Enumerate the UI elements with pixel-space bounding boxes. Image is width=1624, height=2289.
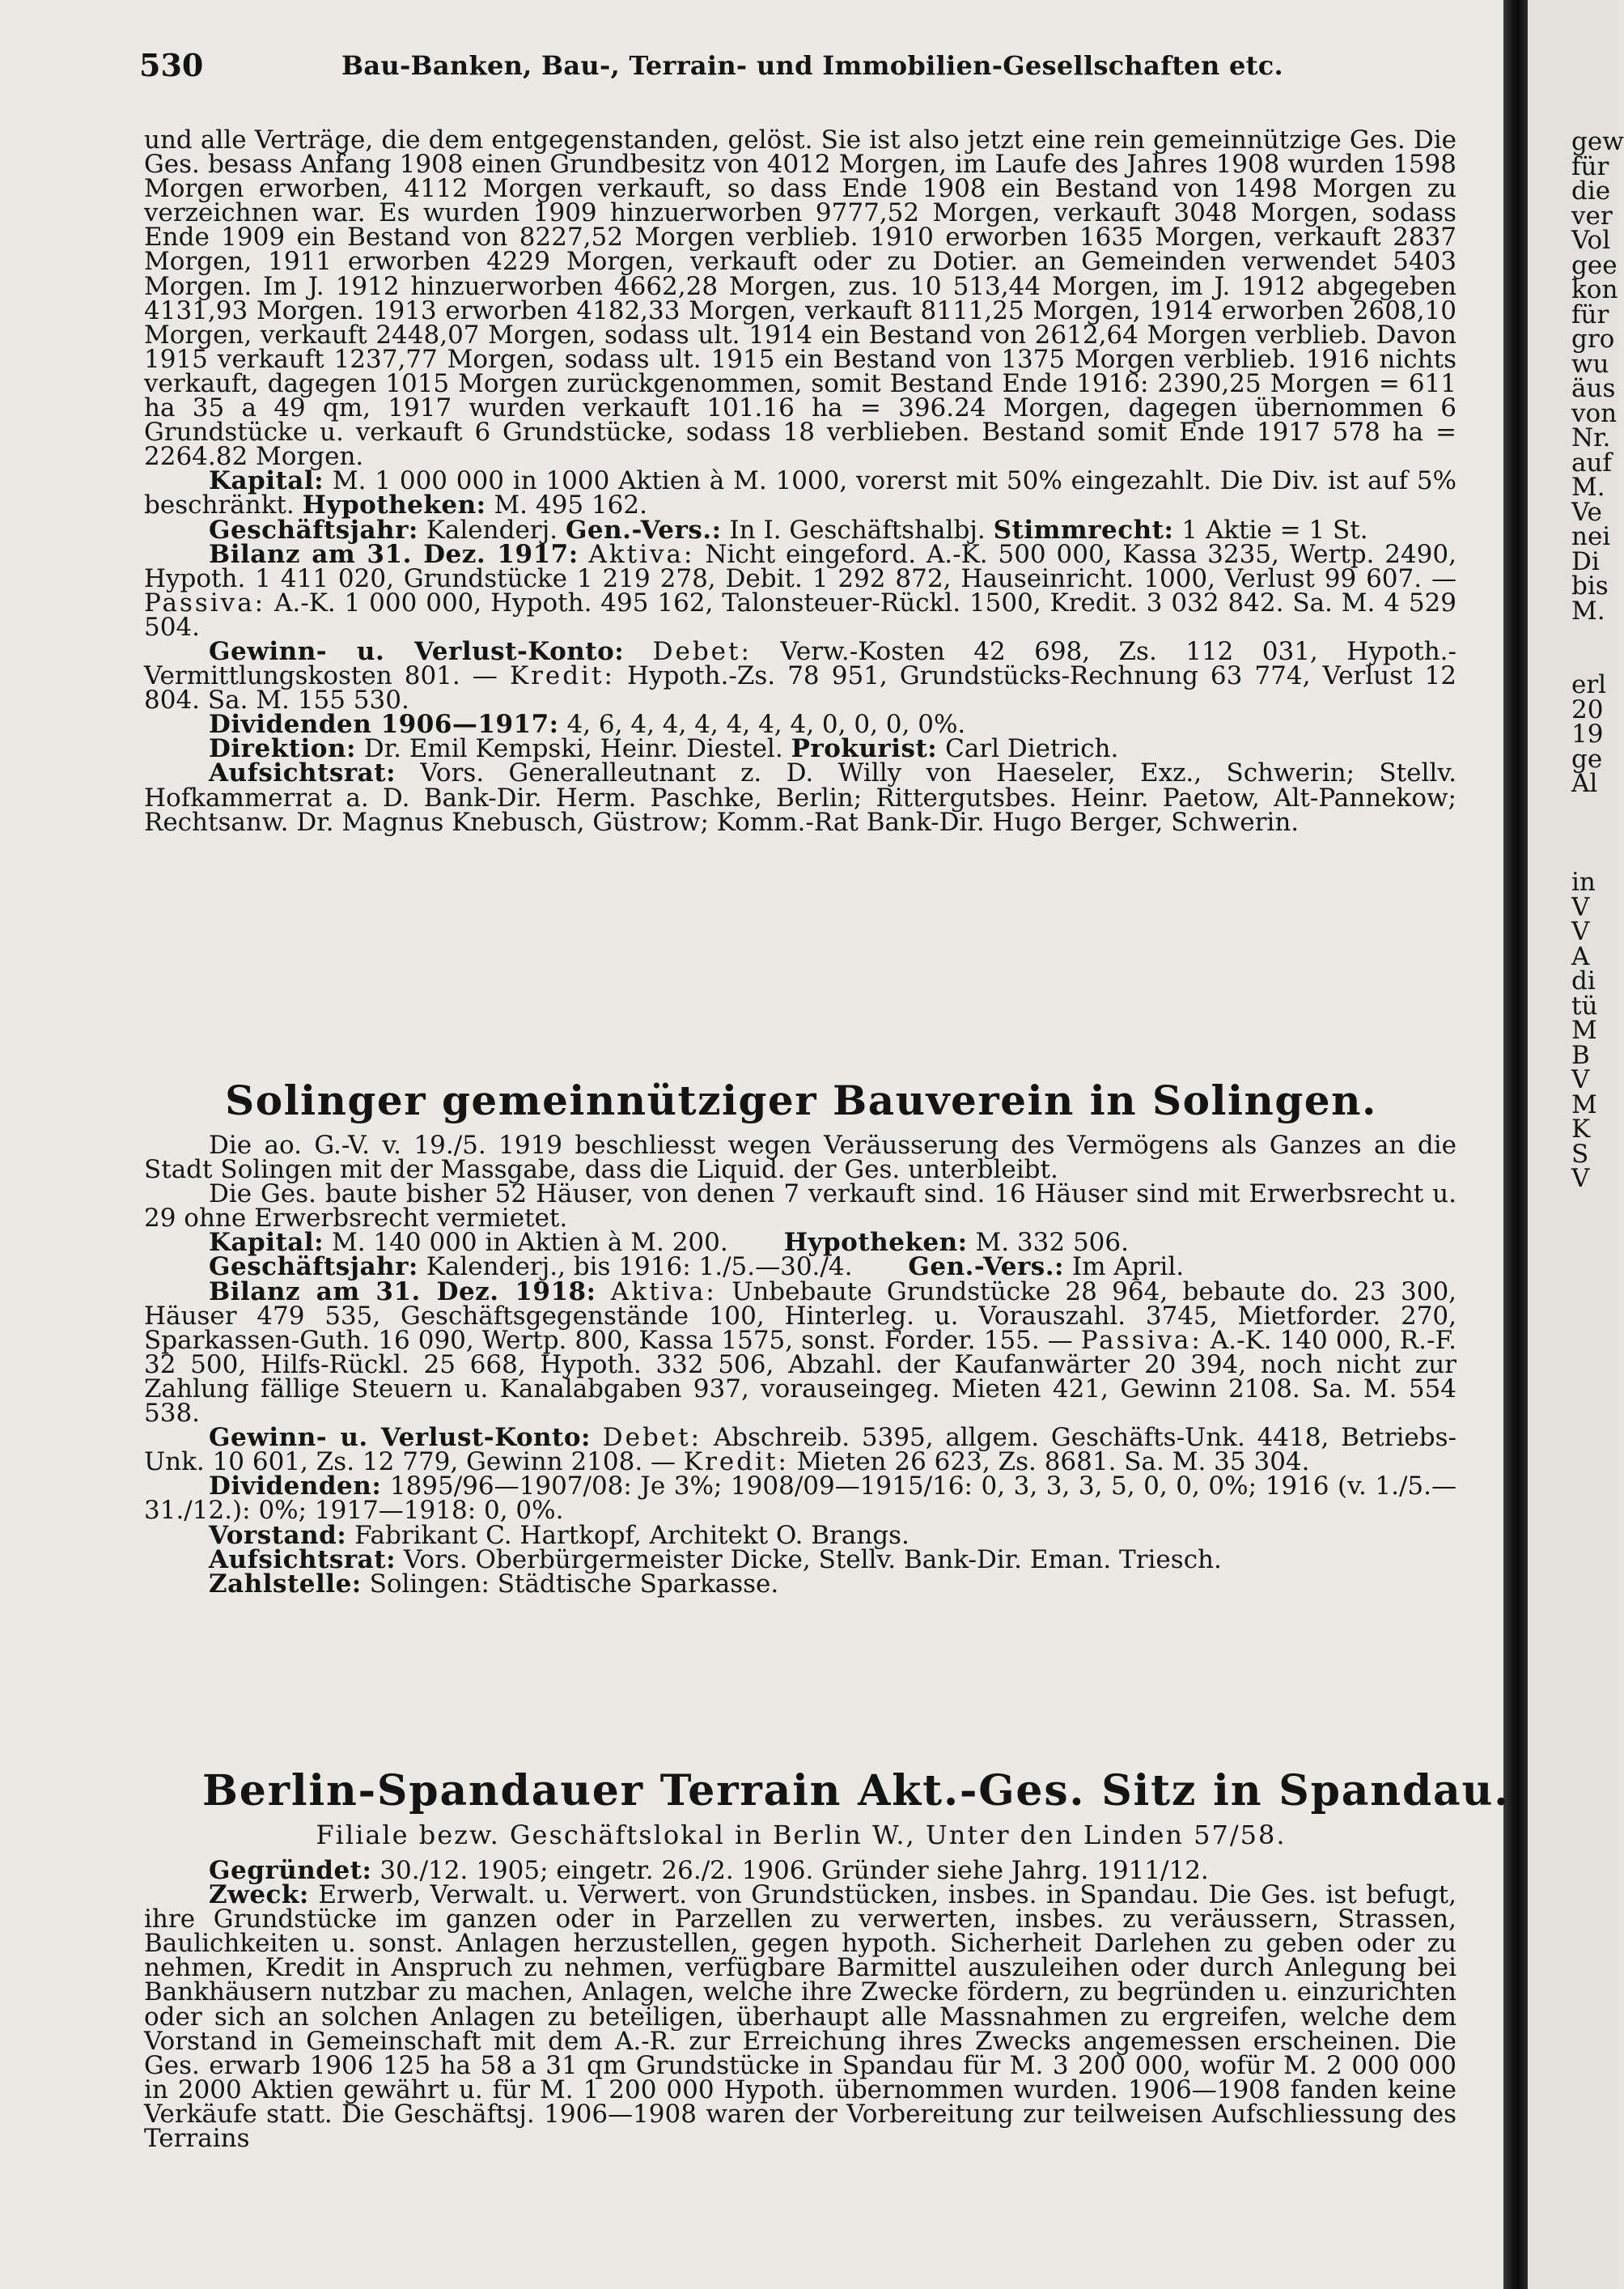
right-page-fragment: M <box>1571 1089 1597 1119</box>
right-page-fragment: gro <box>1571 325 1615 354</box>
debet-text: Verw.-Kosten 42 698, Zs. 112 031, Hypoth.-Vermittlungskosten 801. — <box>144 636 1457 691</box>
right-page-fragment: ge <box>1571 744 1603 774</box>
label-gewinn-verlust: Gewinn- u. Verlust-Konto: <box>209 636 625 666</box>
label-aufsichtsrat: Aufsichtsrat: <box>209 1544 396 1574</box>
label-kapital: Kapital: <box>209 466 324 496</box>
label-kapital: Kapital: <box>209 1228 324 1258</box>
label-geschaeftsjahr: Geschäftsjahr: <box>209 1252 418 1282</box>
right-page-fragment: M. <box>1571 596 1605 626</box>
right-page-fragment: wu <box>1571 349 1609 379</box>
right-page-fragment: 19 <box>1571 720 1604 749</box>
kapital-text: M. 140 000 in Aktien à M. 200. <box>331 1228 728 1258</box>
label-stimmrecht: Stimmrecht: <box>993 515 1174 545</box>
page-number: 530 <box>139 47 204 83</box>
right-page-fragment: auf <box>1571 448 1612 478</box>
right-page-fragment: A <box>1571 941 1590 971</box>
entry-kapital <box>144 1228 1457 1258</box>
label-passiva: Passiva: <box>144 588 266 618</box>
right-page-fragment: gew <box>1571 127 1624 156</box>
right-page-fragment: bis <box>1571 571 1609 601</box>
entry-dividenden <box>144 710 1457 740</box>
page-header <box>139 47 1482 87</box>
zahlstelle-text: Solingen: Städtische Sparkasse. <box>369 1569 779 1599</box>
right-page-fragments <box>1571 127 1624 1193</box>
entry-bilanz: Bilanz am 31. Dez. 1917: Aktiva: Nicht eingeford. A.-K. 500 000, Kassa 3235, Wertp. 2490, Hypoth. 1 411 020, Grundstücke 1 219 278, Debit. 1 292 872, Hauseinricht. 1000, Verlust 99 607. — Passiva: A.-K. 1 000 000, Hypoth. 495 162, Talonsteuer-Rückl. 1500, Kredit. 3 032 842. Sa. M. 4 529 504. <box>144 539 1457 642</box>
kapital-text: M. 1 000 000 in 1000 Aktien à M. 1000, vorerst mit 50% eingezahlt. Die Div. ist auf 5% beschränkt. <box>144 466 1457 520</box>
book-gutter <box>1503 0 1528 2289</box>
right-page-fragment: nei <box>1571 522 1611 551</box>
label-dividenden: Dividenden 1906—1917: <box>209 710 559 740</box>
right-page-fragment: Vol <box>1571 226 1611 255</box>
entry-kapital <box>144 466 1457 520</box>
right-page-fragment <box>1571 846 1618 871</box>
right-page-fragment: erl <box>1571 670 1607 699</box>
right-page-fragment: äus <box>1571 374 1616 403</box>
label-hypotheken: Hypotheken: <box>783 1228 968 1258</box>
label-debet: Debet: <box>602 1423 702 1453</box>
direktion-text: Dr. Emil Kempski, Heinr. Diestel. <box>363 734 783 764</box>
entry-bilanz <box>144 1276 1457 1429</box>
right-page-fragment <box>1571 648 1618 673</box>
label-gen-vers: Gen.-Vers.: <box>908 1252 1064 1282</box>
paragraph-liquidation: Die ao. G.-V. v. 19./5. 1919 beschliesst wegen Veräusserung des Vermögens als Ganzes an die Stadt Solingen mit der Massgabe, dass die Liquid. der Ges. unterbleibt. <box>144 1131 1457 1185</box>
right-page-fragment: Ve <box>1571 497 1602 527</box>
entry-gegruendet <box>144 1858 1457 1883</box>
right-page-fragment: von <box>1571 398 1618 428</box>
label-prokurist: Prokurist: <box>791 734 938 764</box>
label-aktiva: Aktiva: <box>588 539 695 569</box>
right-page-fragment: S <box>1571 1139 1589 1169</box>
right-page-fragment: V <box>1571 892 1590 922</box>
right-page-fragment: V <box>1571 917 1590 946</box>
label-vorstand: Vorstand: <box>209 1520 347 1550</box>
right-page-fragment: B <box>1571 1040 1590 1070</box>
section-solingen <box>144 1131 1457 1599</box>
zweck-text: Erwerb, Verwalt. u. Verwert. von Grundstücken, insbes. in Spandau. Die Ges. ist befugt, ihre Grundstücke im ganzen oder in Parzellen zu verwerten, insbes. zu veräussern, Strassen, Baulichkeiten u. sonst. Anlagen herzustellen, gegen hypoth. Sicherheit Darlehen zu geben oder zu nehmen, Kredit in Anspruch zu nehmen, verfügbare Barmittel auszuleihen oder durch Anlegung bei Bankhäusern nutzbar zu machen, Anlagen, welche ihre Zwecke fördern, zu begründen u. einzurichten oder sich an solchen Anlagen zu beteiligen, überhaupt alle Massnahmen zu ergreifen, welche dem Vorstand in Gemeinschaft mit dem A.-R. zur Erreichung ihres Zwecks angemessen erscheinen. Die Ges. erwarb 1906 125 ha 58 a 31 qm Grundstücke in Spandau für M. 3 200 000, wofür M. 2 000 000 in 2000 Aktien gewährt u. für M. 1 200 000 Hypoth. übernommen wurden. 1906—1908 fanden keine Verkäufe statt. Die Geschäftsj. 1906—1908 waren der Vorbereitung zur teilweisen Aufschliessung des Terrains <box>144 1880 1457 2154</box>
aktiva-text: Unbebaute Grundstücke 28 964, bebaute do. 23 300, Häuser 479 535, Geschäftsgegenstände 100, Hinterleg. u. Vorauszahl. 3745, Mietforder. 270, Sparkassen-Guth. 16 090, Wertp. 800, Kassa 1575, sonst. Forder. 155. — <box>144 1276 1457 1355</box>
right-page-fragment: die <box>1571 176 1611 206</box>
right-page-fragment: di <box>1571 966 1596 996</box>
company-subtitle-filiale: Filiale bezw. Geschäftslokal in Berlin W., Unter den Linden 57/58. <box>316 1820 1287 1850</box>
right-page-fragment: V <box>1571 1164 1590 1193</box>
dividenden-text: 1895/96—1907/08: Je 3%; 1908/09—1915/16: 0, 3, 3, 3, 5, 0, 0, 0%; 1916 (v. 1./5.—31./12.): 0%; 1917—1918: 0, 0%. <box>144 1472 1457 1526</box>
entry-aufsichtsrat <box>144 758 1457 837</box>
right-page-fragment: K <box>1571 1115 1591 1144</box>
kredit-text: Mieten 26 623, Zs. 8681. Sa. M. 35 304. <box>796 1447 1310 1477</box>
right-page-fragment: für <box>1571 151 1609 181</box>
passiva-text: A.-K. 1 000 000, Hypoth. 495 162, Talonsteuer-Rückl. 1500, Kredit. 3 032 842. Sa. M. 4 529 504. <box>144 588 1457 642</box>
label-gegruendet: Gegründet: <box>209 1856 372 1885</box>
geschaeftsjahr-text: Kalenderj., bis 1916: 1./5.—30./4. <box>426 1252 853 1282</box>
label-kredit: Kredit: <box>509 661 615 691</box>
passiva-text: A.-K. 140 000, R.-F. 32 500, Hilfs-Rückl. 25 668, Hypoth. 332 506, Abzahl. der Kaufanwärter 20 394, noch nicht zur Zahlung fällige Steuern u. Kanalabgaben 937, vorauseingeg. Mieten 421, Gewinn 2108. Sa. M. 554 538. <box>144 1325 1457 1429</box>
right-page-fragment: gee <box>1571 250 1618 280</box>
aktiva-text: Nicht eingeford. A.-K. 500 000, Kassa 3235, Wertp. 2490, Hypoth. 1 411 020, Grundstücke 1 219 278, Debit. 1 292 872, Hauseinricht. 1000, Verlust 99 607. <box>144 539 1457 593</box>
right-page-fragment: kon <box>1571 275 1618 304</box>
section-continuation <box>144 125 1457 837</box>
paragraph-haeuser: Die Ges. baute bisher 52 Häuser, von denen 7 verkauft sind. 16 Häuser sind mit Erwerbsrecht u. 29 ohne Erwerbsrecht vermietet. <box>144 1179 1457 1234</box>
entry-zahlstelle <box>144 1569 1457 1599</box>
entry-vorstand <box>144 1520 1457 1550</box>
aufsichtsrat-text: Vors. Oberbürgermeister Dicke, Stellv. Bank-Dir. Eman. Triesch. <box>403 1544 1222 1574</box>
right-page-fragment: für <box>1571 299 1609 329</box>
debet-text: Abschreib. 5395, allgem. Geschäfts-Unk. 4418, Betriebs-Unk. 10 601, Zs. 12 779, Gewinn 2108. — <box>144 1423 1457 1477</box>
right-page-fragment: Nr. <box>1571 423 1611 452</box>
entry-geschaeftsjahr <box>144 515 1457 545</box>
kredit-text: Hypoth.-Zs. 78 951, Grundstücks-Rechnung 63 774, Verlust 12 804. Sa. M. 155 530. <box>144 661 1457 716</box>
label-aufsichtsrat: Aufsichtsrat: <box>209 758 396 788</box>
label-aktiva: Aktiva: <box>610 1276 717 1306</box>
right-page-fragment: Di <box>1571 546 1600 576</box>
entry-gewinn-verlust <box>144 1423 1457 1477</box>
right-page-fragment: V <box>1571 1065 1590 1094</box>
label-dividenden: Dividenden: <box>209 1472 382 1501</box>
gen-vers-text: In I. Geschäftshalbj. <box>729 515 986 545</box>
company-title-solingen: Solinger gemeinnütziger Bauverein in Solingen. <box>225 1077 1377 1124</box>
label-zweck: Zweck: <box>209 1880 309 1910</box>
entry-direktion <box>144 734 1457 764</box>
gen-vers-text: Im April. <box>1071 1252 1185 1282</box>
label-debet: Debet: <box>652 636 752 666</box>
running-head: Bau-Banken, Bau-, Terrain- und Immobilien-Gesellschaften etc. <box>341 50 1283 81</box>
hypotheken-text: M. 332 506. <box>975 1228 1129 1258</box>
right-page-fragment: ver <box>1571 201 1613 231</box>
right-page-fragment <box>1571 821 1618 846</box>
entry-dividenden <box>144 1472 1457 1526</box>
right-page-fragment <box>1571 796 1618 822</box>
label-bilanz: Bilanz am 31. Dez. 1917: <box>209 539 579 569</box>
label-kredit: Kredit: <box>683 1447 789 1477</box>
gegruendet-text: 30./12. 1905; eingetr. 26./2. 1906. Gründer siehe Jahrg. 1911/12. <box>379 1856 1209 1885</box>
label-hypotheken: Hypotheken: <box>302 491 486 520</box>
label-gen-vers: Gen.-Vers.: <box>565 515 722 545</box>
label-geschaeftsjahr: Geschäftsjahr: <box>209 515 418 545</box>
right-page-fragment: 20 <box>1571 694 1604 724</box>
dividenden-text: 4, 6, 4, 4, 4, 4, 4, 4, 0, 0, 0, 0%. <box>566 710 966 740</box>
vorstand-text: Fabrikant C. Hartkopf, Architekt O. Brangs. <box>354 1520 910 1550</box>
label-passiva: Passiva: <box>1080 1325 1202 1355</box>
label-bilanz: Bilanz am 31. Dez. 1918: <box>209 1276 596 1306</box>
right-page-fragment: in <box>1571 868 1596 897</box>
label-direktion: Direktion: <box>209 734 356 764</box>
right-page-fragment: tü <box>1571 991 1598 1021</box>
entry-zweck <box>144 1880 1457 2154</box>
right-page-fragment: Al <box>1571 769 1598 798</box>
section-spandau <box>144 1856 1457 2154</box>
company-title-spandau: Berlin-Spandauer Terrain Akt.-Ges. Sitz in Spandau. <box>202 1766 1510 1815</box>
aufsichtsrat-text: Vors. Generalleutnant z. D. Willy von Haeseler, Exz., Schwerin; Stellv. Hofkammerrat a. D. Bank-Dir. Herm. Paschke, Berlin; Rittergutsbes. Heinr. Paetow, Alt-Pannekow; Rechtsanw. Dr. Magnus Knebusch, Güstrow; Komm.-Rat Bank-Dir. Hugo Berger, Schwerin. <box>144 758 1457 837</box>
entry-gewinn-verlust <box>144 636 1457 716</box>
stimmrecht-text: 1 Aktie = 1 St. <box>1181 515 1368 545</box>
right-page-fragment <box>1571 623 1618 648</box>
entry-aufsichtsrat <box>144 1544 1457 1574</box>
hypotheken-text: M. 495 162. <box>494 491 647 520</box>
paragraph-body: und alle Verträge, die dem entgegenstanden, gelöst. Sie ist also jetzt eine rein gemeinnützige Ges. Die Ges. besass Anfang 1908 einen Grundbesitz von 4012 Morgen, im Laufe des Jahres 1908 wurden 1598 Morgen erworben, 4112 Morgen verkauft, so dass Ende 1908 ein Bestand von 1498 Morgen zu verzeichnen war. Es wurden 1909 hinzuerworben 9777,52 Morgen, verkauft 3048 Morgen, sodass Ende 1909 ein Bestand von 8227,52 Morgen verblieb. 1910 erworben 1635 Morgen, verkauft 2837 Morgen, 1911 erworben 4229 Morgen, verkauft oder zu Dotier. an Gemeinden verwendet 5403 Morgen. Im J. 1912 hinzuerworben 4662,28 Morgen, zus. 10 513,44 Morgen, im J. 1912 abgegeben 4131,93 Morgen. 1913 erworben 4182,33 Morgen, verkauft 8111,25 Morgen, 1914 erworben 2608,10 Morgen, verkauft 2448,07 Morgen, sodass ult. 1914 ein Bestand von 2612,64 Morgen verblieb. Davon 1915 verkauft 1237,77 Morgen, sodass ult. 1915 ein Bestand von 1375 Morgen verblieb. 1916 nichts verkauft, dagegen 1015 Morgen zurückgenommen, somit Bestand Ende 1916: 2390,25 Morgen = 611 ha 35 a 49 qm, 1917 wurden verkauft 101.16 ha = 396.24 Morgen, dagegen übernommen 6 Grundstücke u. verkauft 6 Grundstücke, sodass 18 verblieben. Bestand somit Ende 1917 578 ha = 2264.82 Morgen. <box>144 125 1457 472</box>
label-gewinn-verlust: Gewinn- u. Verlust-Konto: <box>209 1423 591 1453</box>
right-page-fragment: M. <box>1571 473 1605 502</box>
geschaeftsjahr-text: Kalenderj. <box>426 515 558 545</box>
right-page-fragment: M <box>1571 1016 1597 1045</box>
label-zahlstelle: Zahlstelle: <box>209 1569 362 1599</box>
entry-geschaeftsjahr <box>144 1252 1457 1282</box>
prokurist-text: Carl Dietrich. <box>945 734 1119 764</box>
